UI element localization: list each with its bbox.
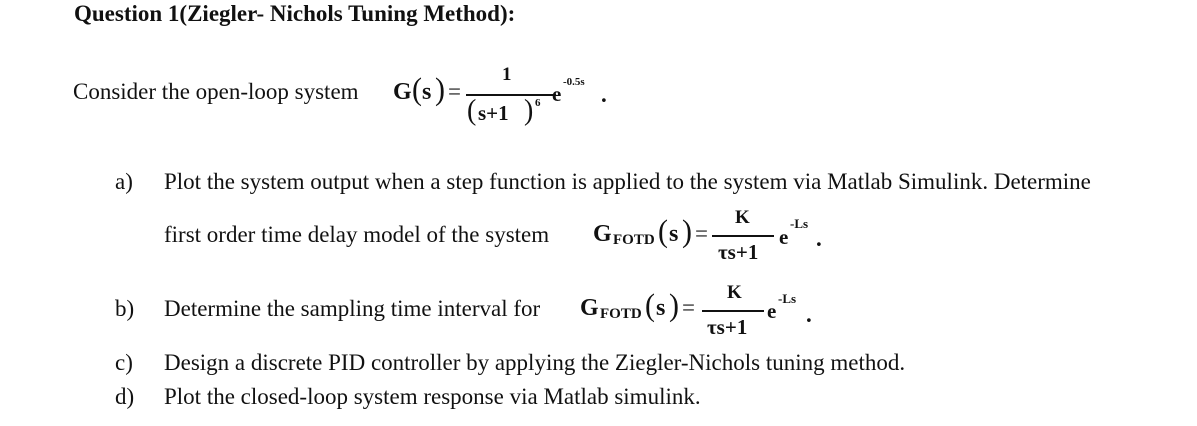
item-a-func-name: G [593, 221, 612, 247]
item-b-close-paren: ) [669, 288, 679, 323]
item-a-exp-base: e [779, 225, 789, 249]
item-b-text: Determine the sampling time interval for [164, 296, 541, 321]
intro-close-paren: ) [435, 72, 445, 107]
item-a-line1: Plot the system output when a step function is applied to the system via Matlab Simulink. Determine [164, 169, 1091, 194]
item-a-letter: a) [115, 169, 133, 194]
intro-equals: = [448, 79, 461, 104]
intro-denominator-exponent: 6 [535, 97, 541, 109]
intro-text: Consider the open-loop system [73, 79, 359, 104]
intro-period: . [601, 82, 607, 107]
item-b-fraction-bar [702, 310, 764, 312]
item-b-func-sub: FOTD [600, 306, 642, 322]
item-a-close-paren: ) [682, 214, 692, 249]
item-a-denominator: τs+1 [718, 240, 759, 264]
item-a-func-sub: FOTD [613, 232, 655, 248]
item-b-denominator: τs+1 [707, 315, 748, 339]
item-a-period: . [816, 226, 822, 251]
intro-fraction-bar [466, 94, 556, 96]
item-a-numerator: K [735, 207, 750, 228]
intro-den-close-paren: ) [524, 94, 534, 127]
question-title: Question 1(Ziegler- Nichols Tuning Method): [74, 1, 516, 26]
item-b-exp-power: -Ls [778, 291, 797, 306]
intro-numerator: 1 [502, 64, 512, 85]
item-a-arg: s [669, 221, 679, 247]
item-b-exp-base: e [767, 299, 777, 323]
item-b-letter: b) [115, 296, 135, 321]
item-a-open-paren: ( [658, 214, 668, 249]
item-a-fraction-bar [712, 235, 774, 237]
item-a-line2: first order time delay model of the system [164, 222, 550, 247]
item-b-equals: = [682, 295, 695, 320]
intro-exp-power: -0.5s [563, 76, 585, 88]
item-d-letter: d) [115, 384, 135, 409]
item-c-text: Design a discrete PID controller by applying the Ziegler-Nichols tuning method. [164, 350, 906, 375]
intro-arg: s [422, 79, 432, 105]
item-a-exp-power: -Ls [790, 216, 809, 231]
item-c-letter: c) [115, 350, 133, 375]
item-d-text: Plot the closed-loop system response via Matlab simulink. [164, 384, 701, 409]
item-b-open-paren: ( [645, 288, 655, 323]
item-b-arg: s [656, 295, 666, 321]
intro-open-paren: ( [412, 72, 422, 107]
intro-denominator-base: s+1 [478, 101, 509, 125]
item-b-numerator: K [727, 282, 742, 303]
item-b-func-name: G [580, 295, 599, 321]
intro-exp-base: e [552, 82, 562, 106]
item-b-period: . [806, 302, 812, 327]
intro-den-open-paren: ( [467, 94, 477, 127]
item-a-equals: = [695, 221, 708, 246]
intro-func-name: G [393, 79, 412, 105]
